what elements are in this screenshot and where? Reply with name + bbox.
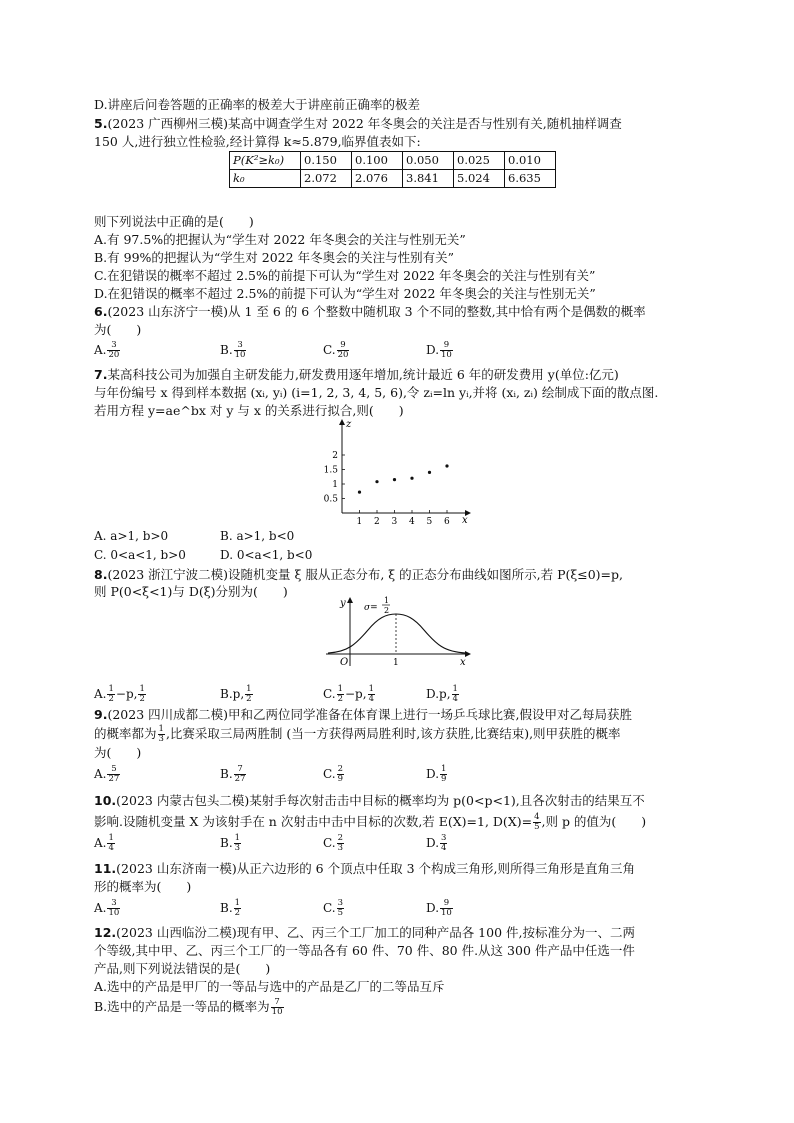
q9-option-c: C. $\frac{2}{9}$ [323, 764, 343, 784]
fraction: $\frac{1}{4}$ [452, 684, 458, 704]
normal-curve [328, 614, 466, 653]
origin-label: O [340, 657, 349, 668]
q5-option-c: C.在犯错误的概率不超过 2.5%的前提下可认为“学生对 2022 年冬奥会的关注与性别有关” [94, 268, 596, 283]
fraction: $\frac{3}{10}$ [234, 340, 246, 360]
table-cell: 0.150 [301, 152, 352, 170]
sigma-numerator: 1 [384, 596, 390, 605]
x-tick-label: 3 [391, 517, 398, 527]
q11-number: 11. [94, 861, 117, 876]
normal-curve-figure [326, 594, 476, 670]
q9-stem-line2: 的概率都为 $\frac{1}{3}$ ,比赛采取三局两胜制 (当一方获得两局胜利时,该方获胜,比赛结束),则甲获胜的概率 [94, 724, 621, 744]
q11-stem-line2: 形的概率为( ) [94, 879, 192, 894]
q10-number: 10. [94, 793, 117, 808]
scatter-point [410, 477, 413, 480]
table-cell: 0.025 [454, 152, 505, 170]
table-cell: 0.050 [403, 152, 454, 170]
q6-stem-line1: 6.(2023 山东济宁一模)从 1 至 6 的 6 个整数中随机取 3 个不同的整数,其中恰有两个是偶数的概率 [94, 304, 646, 319]
q12-option-b: B.选中的产品是一等品的概率为 $\frac{7}{10}$ [94, 997, 283, 1017]
q10-option-c: C. $\frac{2}{3}$ [323, 833, 343, 853]
q9-option-b: B. $\frac{7}{27}$ [220, 764, 246, 784]
fraction: $\frac{1}{2}$ [139, 684, 145, 704]
q12-stem-line3: 产品,则下列说法错误的是( ) [94, 961, 271, 976]
table-cell: 3.841 [403, 170, 454, 188]
y-tick-label: 1 [332, 480, 338, 490]
q10-stem-line1: 10.(2023 内蒙古包头二模)某射手每次射击击中目标的概率均为 p(0<p<1),且各次射击的结果互不 [94, 793, 645, 808]
fraction: $\frac{9}{20}$ [337, 340, 349, 360]
fraction: $\frac{1}{2}$ [337, 684, 343, 704]
fraction: $\frac{9}{10}$ [441, 340, 452, 360]
q9-number: 9. [94, 707, 108, 722]
y-tick-label: 0.5 [323, 494, 338, 505]
q8-stem-line2: 则 P(0<ξ<1)与 D(ξ)分别为( ) [94, 584, 288, 599]
q7-option-c: C. 0<a<1, b>0 [94, 548, 186, 562]
q5-option-a: A.有 97.5%的把握认为“学生对 2022 年冬奥会的关注与性别无关” [94, 232, 466, 247]
q8-option-d: D.p, $\frac{1}{4}$ [426, 684, 458, 704]
fraction: $\frac{2}{9}$ [337, 764, 343, 784]
q6-option-c: C. $\frac{9}{20}$ [323, 340, 349, 360]
y-axis-label: z [346, 419, 352, 430]
q7-option-d: D. 0<a<1, b<0 [220, 548, 313, 562]
table-cell: P(K²≥k₀) [230, 152, 301, 170]
q8-option-b: B.p, $\frac{1}{2}$ [220, 684, 252, 704]
fraction: $\frac{5}{27}$ [108, 764, 120, 784]
scatter-point [445, 464, 448, 467]
q11-stem-line1: 11.(2023 山东济南一模)从正六边形的 6 个顶点中任取 3 个构成三角形,则所得三角形是直角三角 [94, 861, 635, 876]
scatter-marks [324, 451, 450, 527]
mean-tick-label: 1 [393, 658, 399, 668]
q6-stem-line2: 为( ) [94, 322, 142, 337]
x-tick-label: 2 [374, 517, 380, 527]
x-tick-label: 6 [444, 517, 450, 527]
q11-option-d: D. $\frac{9}{10}$ [426, 898, 452, 918]
table-cell: 6.635 [505, 170, 556, 188]
q9-stem-line1: 9.(2023 四川成都二模)甲和乙两位同学准备在体育课上进行一场乒乓球比赛,假设甲对乙每局获胜 [94, 707, 632, 722]
q6-option-b: B. $\frac{3}{10}$ [220, 340, 246, 360]
q10-stem-line2: 影响.设随机变量 X 为该射手在 n 次射击中击中目标的次数,若 E(X)=1, D(X)= $\frac{4}{5}$ ,则 p 的值为( ) [94, 812, 647, 832]
q10-option-a: A. $\frac{1}{4}$ [94, 833, 114, 853]
q5-stem-line2: 150 人,进行独立性检验,经计算得 k≈5.879,临界值表如下: [94, 134, 421, 149]
y-tick-label: 1.5 [323, 465, 338, 476]
scatter-point [393, 478, 396, 481]
q9-stem-line3: 为( ) [94, 745, 142, 760]
scatter-point [358, 491, 361, 494]
q9-option-a: A. $\frac{5}{27}$ [94, 764, 120, 784]
scatter-plot [318, 416, 478, 528]
fraction: $\frac{1}{9}$ [441, 764, 447, 784]
x-tick-label: 5 [426, 517, 433, 527]
table-cell: k₀ [230, 170, 301, 188]
fraction: $\frac{1}{3}$ [158, 724, 164, 744]
x-axis-label: x [460, 657, 466, 668]
scatter-point [428, 471, 431, 474]
critical-value-table [229, 151, 556, 188]
fraction: $\frac{3}{4}$ [441, 833, 447, 853]
table-cell: 5.024 [454, 170, 505, 188]
table-row [230, 152, 556, 170]
q6-option-a: A. $\frac{3}{20}$ [94, 340, 120, 360]
fraction: $\frac{1}{4}$ [368, 684, 374, 704]
q8-stem-line1: 8.(2023 浙江宁波二模)设随机变量 ξ 服从正态分布, ξ 的正态分布曲线如图所示,若 P(ξ≤0)=p, [94, 567, 624, 582]
q7-stem-line3: 若用方程 y=ae^bx 对 y 与 x 的关系进行拟合,则( ) [94, 403, 404, 418]
q12-number: 12. [94, 925, 117, 940]
q8-number: 8. [94, 567, 108, 582]
q8-option-c: C. $\frac{1}{2}$ −p, $\frac{1}{4}$ [323, 684, 374, 704]
q7-number: 7. [94, 367, 108, 382]
table-cell: 2.076 [352, 170, 403, 188]
q9-option-d: D. $\frac{1}{9}$ [426, 764, 447, 784]
q10-option-b: B. $\frac{1}{3}$ [220, 833, 241, 853]
table-cell: 2.072 [301, 170, 352, 188]
q11-option-b: B. $\frac{1}{2}$ [220, 898, 241, 918]
q5-stem-line1: 5.(2023 广西柳州三模)某高中调查学生对 2022 年冬奥会的关注是否与性别有关,随机抽样调查 [94, 116, 622, 131]
y-axis-label: y [340, 598, 346, 609]
x-tick-label: 1 [356, 517, 363, 527]
q6-option-d: D. $\frac{9}{10}$ [426, 340, 452, 360]
fraction: $\frac{1}{2}$ [234, 898, 241, 918]
q6-number: 6. [94, 304, 108, 319]
fraction: $\frac{2}{3}$ [337, 833, 343, 853]
q5-number: 5. [94, 116, 108, 131]
fraction: $\frac{7}{10}$ [271, 997, 283, 1017]
q8-option-a: A. $\frac{1}{2}$ −p, $\frac{1}{2}$ [94, 684, 145, 704]
fraction: $\frac{7}{27}$ [234, 764, 246, 784]
fraction: $\frac{3}{10}$ [108, 898, 120, 918]
x-axis-label: x [462, 515, 468, 526]
fraction: $\frac{1}{4}$ [108, 833, 114, 853]
y-tick-label: 2 [332, 451, 338, 461]
table-cell: 0.010 [505, 152, 556, 170]
sigma-denominator: 2 [384, 606, 390, 615]
table-row [230, 170, 556, 188]
q12-option-a: A.选中的产品是甲厂的一等品与选中的产品是乙厂的二等品互斥 [94, 979, 445, 994]
fraction: $\frac{9}{10}$ [441, 898, 452, 918]
q7-stem-line1: 7.某高科技公司为加强自主研发能力,研发费用逐年增加,统计最近 6 年的研发费用 y(单位:亿元) [94, 367, 619, 382]
q11-option-a: A. $\frac{3}{10}$ [94, 898, 120, 918]
q5-option-b: B.有 99%的把握认为“学生对 2022 年冬奥会的关注与性别有关” [94, 250, 454, 265]
q7-stem-line2: 与年份编号 x 得到样本数据 (xᵢ, yᵢ) (i=1, 2, 3, 4, 5, 6),令 zᵢ=ln yᵢ,并将 (xᵢ, zᵢ) 绘制成下面的散点图. [94, 385, 659, 400]
x-tick-label: 4 [409, 517, 415, 527]
q7-option-b: B. a>1, b<0 [220, 529, 295, 543]
fraction: $\frac{1}{2}$ [246, 684, 252, 704]
fraction: $\frac{3}{20}$ [108, 340, 120, 360]
q7-option-a: A. a>1, b>0 [94, 529, 169, 543]
q5-question: 则下列说法中正确的是( ) [94, 214, 254, 229]
q11-option-c: C. $\frac{3}{5}$ [323, 898, 343, 918]
table-cell: 0.100 [352, 152, 403, 170]
fraction: $\frac{1}{3}$ [234, 833, 241, 853]
sigma-label: σ= [364, 603, 378, 613]
scatter-point [375, 480, 378, 483]
q4-option-d: D.讲座后问卷答题的正确率的极差大于讲座前正确率的极差 [94, 97, 421, 112]
fraction: $\frac{3}{5}$ [337, 898, 343, 918]
q12-stem-line2: 个等级,其中甲、乙、丙三个工厂的一等品各有 60 件、70 件、80 件.从这 300 件产品中任选一件 [94, 943, 635, 958]
fraction: $\frac{1}{2}$ [108, 684, 114, 704]
q5-option-d: D.在犯错误的概率不超过 2.5%的前提下可认为“学生对 2022 年冬奥会的关注与性别无关” [94, 286, 596, 301]
q10-option-d: D. $\frac{3}{4}$ [426, 833, 447, 853]
fraction: $\frac{4}{5}$ [534, 812, 540, 832]
q12-stem-line1: 12.(2023 山西临汾二模)现有甲、乙、丙三个工厂加工的同种产品各 100 件,按标准分为一、二两 [94, 925, 635, 940]
